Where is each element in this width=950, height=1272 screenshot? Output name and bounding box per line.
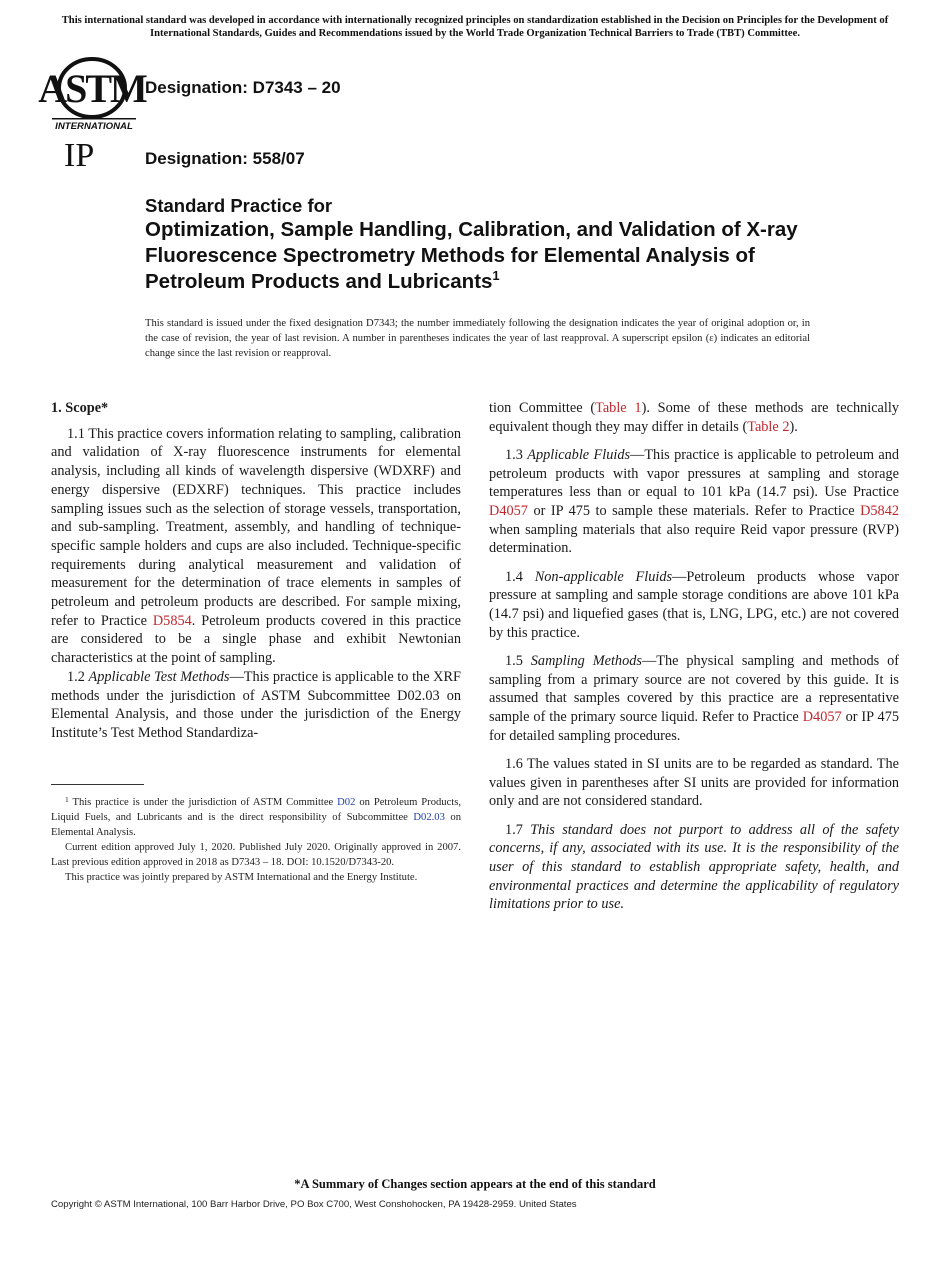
para-1-4-title: Non-applicable Fluids <box>534 568 673 585</box>
para-1-3-num: 1.3 <box>505 446 528 463</box>
document-title <box>145 194 845 295</box>
para-1-6: 1.6 The values stated in SI units are to be regarded as standard. The values given in parentheses after SI units are provided for information only and are not considered standard. <box>489 755 899 810</box>
title-footnote-mark: 1 <box>492 268 500 283</box>
para-1-4-text: —Petroleum products whose vapor pressure at sampling and sample storage conditions are above 101 kPa (14.7 psi) and liquefied gases (that is, LNG, LPG, etc.) are not covered by this practice. <box>489 568 900 641</box>
para-1-2-title: Applicable Test Methods <box>88 668 230 685</box>
section-heading-scope: 1. Scope* <box>51 400 109 416</box>
link-d02[interactable]: D02 <box>337 797 356 808</box>
para-1-5-num: 1.5 <box>505 652 531 669</box>
para-1-3-text-c: when sampling materials that also require Reid vapor pressure (RVP) determination. <box>489 521 899 557</box>
title-main <box>145 217 845 295</box>
para-1-2-num: 1.2 <box>67 668 89 685</box>
copyright-line: Copyright © ASTM International, 100 Barr Harbor Drive, PO Box C700, West Conshohocken, PA 19428-2959. United States <box>51 1199 577 1210</box>
para-1-5-text-b: or IP 475 for detailed sampling procedures. <box>489 709 899 744</box>
issued-note: This standard is issued under the fixed designation D7343; the number immediately following the designation indicates the year of original adoption or, in the case of revision, the year of last revision. A number in parentheses indicates the year of last reapproval. A superscript epsilon (ε) indicates an editorial change since the last revision or reapproval. <box>145 318 810 359</box>
para-1-4-num: 1.4 <box>505 568 535 585</box>
para-1-2-text: —This practice is applicable to the XRF methods under the jurisdiction of ASTM Subcommittee D02.03 on Elemental Analysis, and those under the jurisdiction of the Energy Institute’s Test Method Standardiza- <box>51 668 461 741</box>
para-1-2-cont-b: ). Some of these methods are technically equivalent though they may differ in details ( <box>489 400 899 435</box>
para-1-1 <box>51 425 461 668</box>
link-d4057-2[interactable]: D4057 <box>802 709 842 726</box>
para-1-7-num: 1.7 <box>505 821 531 838</box>
astm-logo <box>38 56 146 132</box>
para-1-2 <box>51 668 461 743</box>
link-d02-03[interactable]: D02.03 <box>413 811 445 823</box>
para-1-1-text-a: 1.1 This practice covers information relating to sampling, calibration and validation of X-ray fluorescence instruments for elemental analysis, including all kinds of wavelength dispersive (WDXRF) and energy dispersive (EDXRF) techniques. This practice includes sampling issues such as the selection of storage vessels, transportation, and sub-sampling. Treatment, assembly, and handling of technique-specific sample holders and cups are also included. Technique-specific requirements during analytical measurement and validation of measurement for the determination of trace elements in samples of petroleum and petroleum products are described. For sample mixing, refer to Practice <box>51 425 461 629</box>
footnote-1 <box>51 796 461 841</box>
para-1-7 <box>489 821 899 915</box>
footnote-1-text-c: on Elemental Analysis. <box>51 811 461 838</box>
link-d5842[interactable]: D5842 <box>860 503 899 520</box>
left-column <box>51 399 461 743</box>
astm-designation: Designation: D7343 – 20 <box>145 78 341 97</box>
para-1-3 <box>489 446 899 558</box>
footnote-divider <box>51 784 144 785</box>
para-1-3-title: Applicable Fluids <box>527 446 631 463</box>
title-main-text: Optimization, Sample Handling, Calibration, and Validation of X-ray Fluorescence Spectrometry Methods for Elemental Analysis of Petroleum Products and Lubricants <box>145 218 798 293</box>
ip-designation: Designation: 558/07 <box>145 149 305 168</box>
footnote-edition: Current edition approved July 1, 2020. Published July 2020. Originally approved in 2007. Last previous edition approved in 2018 as D7343 – 18. DOI: 10.1520/D7343-20. <box>51 841 461 868</box>
para-1-1-text-b: . Petroleum products covered in this practice are considered to be a single phase and exhibit Newtonian characteristics at the point of sampling. <box>51 612 462 667</box>
link-table-1[interactable]: Table 1 <box>595 400 642 416</box>
para-1-3-text-a: —This practice is applicable to petroleum and petroleum products with vapor pressures at sampling and storage temperatures less than or equal to 101 kPa (14.7 psi). Use Practice <box>489 446 900 501</box>
link-table-2[interactable]: Table 2 <box>747 418 790 435</box>
para-1-7-text: This standard does not purport to address all of the safety concerns, if any, associated with its use. It is the responsibility of the user of this standard to establish appropriate safety, health, and environmental practices and determine the applicability of regulatory limitations prior to use. <box>489 821 899 913</box>
para-1-3-text-b: or IP 475 to sample these materials. Refer to Practice <box>527 503 861 520</box>
summary-of-changes-note: *A Summary of Changes section appears at the end of this standard <box>294 1177 656 1191</box>
footnote-1-text-b: on Petroleum Products, Liquid Fuels, and Lubricants and is the direct responsibility of Subcommittee <box>51 797 462 823</box>
ip-logo <box>62 136 106 174</box>
para-1-5-title: Sampling Methods <box>530 652 642 669</box>
para-1-2-cont-c: ). <box>789 418 798 435</box>
footnote-joint: This practice was jointly prepared by ASTM International and the Energy Institute. <box>65 871 418 883</box>
para-1-5-text-a: —The physical sampling and methods of sampling from a primary source are not covered by this guide. It is assumed that samples covered by this practice are a representative sample of the primary source liquid. Refer to Practice <box>489 652 900 726</box>
link-d5854[interactable]: D5854 <box>152 612 192 629</box>
para-1-4 <box>489 568 899 643</box>
para-1-5 <box>489 652 899 746</box>
para-1-2-cont-a: tion Committee ( <box>489 400 596 416</box>
title-prefix: Standard Practice for <box>145 195 333 216</box>
footnote-1-mark: 1 <box>65 795 69 804</box>
link-d4057[interactable]: D4057 <box>489 503 528 520</box>
footnotes <box>51 796 461 885</box>
wto-notice: This international standard was developed in accordance with internationally recognized principles on standardization established in the Decision on Principles for the Development of International Standards, Guides and Recommendations issued by the World Trade Organization Technical Barriers to Trade (TBT) Committee. <box>61 15 889 39</box>
right-column <box>489 399 899 924</box>
para-1-2-continued <box>489 399 899 436</box>
astm-logo-wordmark: INTERNATIONAL <box>55 121 133 132</box>
footnote-1-text-a: This practice is under the jurisdiction of ASTM Committee <box>68 797 338 808</box>
ip-logo-text: IP <box>64 137 95 174</box>
svg-text:ASTM: ASTM <box>38 66 146 111</box>
